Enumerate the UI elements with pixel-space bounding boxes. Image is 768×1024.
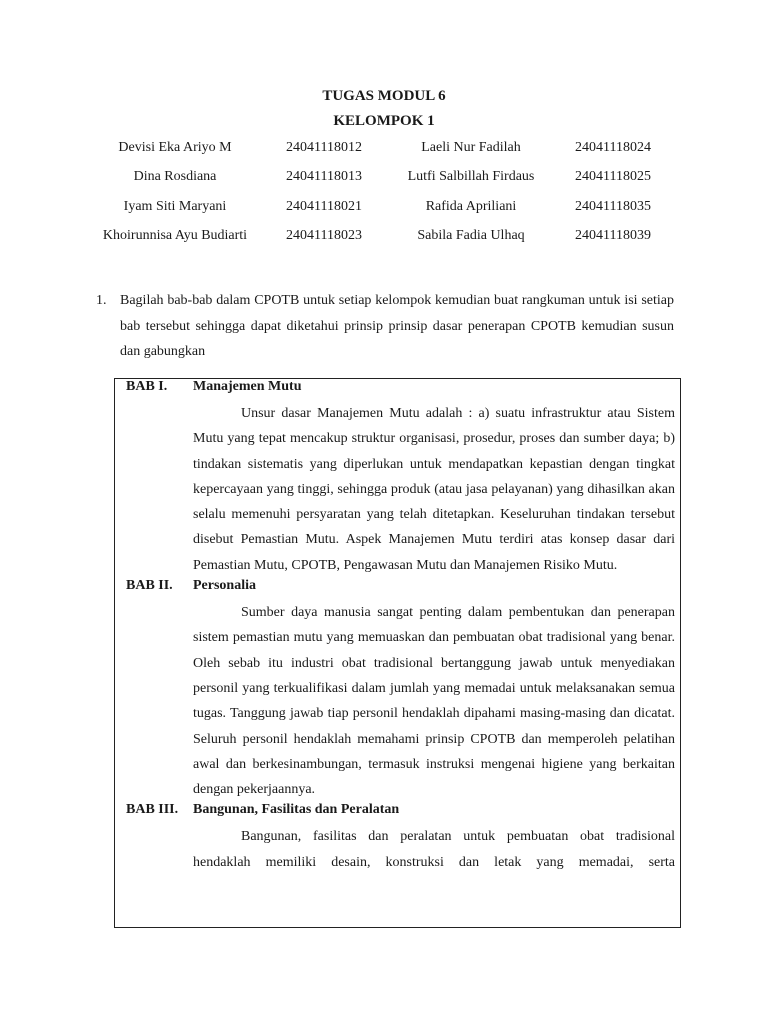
bab-body: Bangunan, fasilitas dan peralatan untuk pembuatan obat tradisional hendaklah memiliki desain, konstruksi dan letak yang memadai, serta <box>193 829 675 870</box>
member-row <box>100 195 700 224</box>
member-nim: 24041118012 <box>286 140 362 155</box>
member-name: Lutfi Salbillah Firdaus <box>407 169 535 185</box>
member-row <box>100 224 700 253</box>
member-nim: 24041118039 <box>575 227 651 243</box>
bab-heading <box>115 578 680 600</box>
bab-section <box>115 379 680 578</box>
bab-section <box>115 802 680 875</box>
member-nim: 24041118025 <box>575 169 651 185</box>
member-nim: 24041118024 <box>575 140 651 155</box>
member-name: Iyam Siti Maryani <box>123 198 227 214</box>
bab-number: BAB III. <box>126 802 179 818</box>
member-row <box>100 136 700 165</box>
bab-number: BAB II. <box>126 578 173 594</box>
member-table <box>100 136 700 253</box>
member-name: Sabila Fadia Ulhaq <box>417 227 525 243</box>
question-text: Bagilah bab-bab dalam CPOTB untuk setiap kelompok kemudian buat rangkuman untuk isi setiap bab tersebut sehingga dapat diketahui prinsip prinsip dasar penerapan CPOTB kemudian susun dan gabungkan <box>120 293 674 359</box>
bab-heading <box>115 379 680 401</box>
bab-number: BAB I. <box>126 379 168 394</box>
bab-body: Sumber daya manusia sangat penting dalam pembentukan dan penerapan sistem pemastian mutu yang memuaskan dan pembuatan obat tradisional yang benar. Oleh sebab itu industri obat tradisional bertanggung jawab untuk menyediakan personil yang terkualifikasi dalam jumlah yang memadai untuk melaksanakan semua tugas. Tanggung jawab tiap personil hendaklah dipahami masing-masing dan dicatat. Seluruh personil hendaklah memahami prinsip CPOTB dan memperoleh pelatihan awal dan berkesinambungan, termasuk instruksi mengenai higiene yang berkaitan dengan pekerjaannya. <box>193 605 675 798</box>
document-title: TUGAS MODUL 6 <box>322 88 446 104</box>
bab-title: Bangunan, Fasilitas dan Peralatan <box>193 802 400 818</box>
member-row <box>100 165 700 194</box>
member-name: Khoirunnisa Ayu Budiarti <box>102 227 248 243</box>
bab-title: Personalia <box>193 578 256 594</box>
summary-box <box>114 378 681 928</box>
question-number: 1. <box>96 293 107 308</box>
bab-title: Manajemen Mutu <box>193 379 302 394</box>
member-nim: 24041118013 <box>286 169 362 185</box>
member-name: Dina Rosdiana <box>133 169 217 185</box>
member-name: Laeli Nur Fadilah <box>421 140 521 155</box>
bab-heading <box>115 802 680 824</box>
member-nim: 24041118035 <box>575 198 651 214</box>
member-name: Rafida Apriliani <box>425 198 517 214</box>
question-item <box>96 288 674 365</box>
group-title: KELOMPOK 1 <box>333 113 435 129</box>
bab-body: Unsur dasar Manajemen Mutu adalah : a) suatu infrastruktur atau Sistem Mutu yang tepat mencakup struktur organisasi, prosedur, proses dan sumber daya; b) tindakan sistematis yang diperlukan untuk mendapatkan kepastian dengan tingkat kepercayaan yang tinggi, sehingga produk (atau jasa pelayanan) yang dihasilkan akan selalu memenuhi persyaratan yang telah ditetapkan. Keseluruhan tindakan tersebut disebut Pemastian Mutu. Aspek Manajemen Mutu terdiri atas konsep dasar dari Pemastian Mutu, CPOTB, Pengawasan Mutu dan Manajemen Risiko Mutu. <box>193 406 675 573</box>
member-nim: 24041118021 <box>286 198 362 214</box>
member-nim: 24041118023 <box>286 227 362 243</box>
member-name: Devisi Eka Ariyo M <box>118 140 232 155</box>
bab-section <box>115 578 680 802</box>
